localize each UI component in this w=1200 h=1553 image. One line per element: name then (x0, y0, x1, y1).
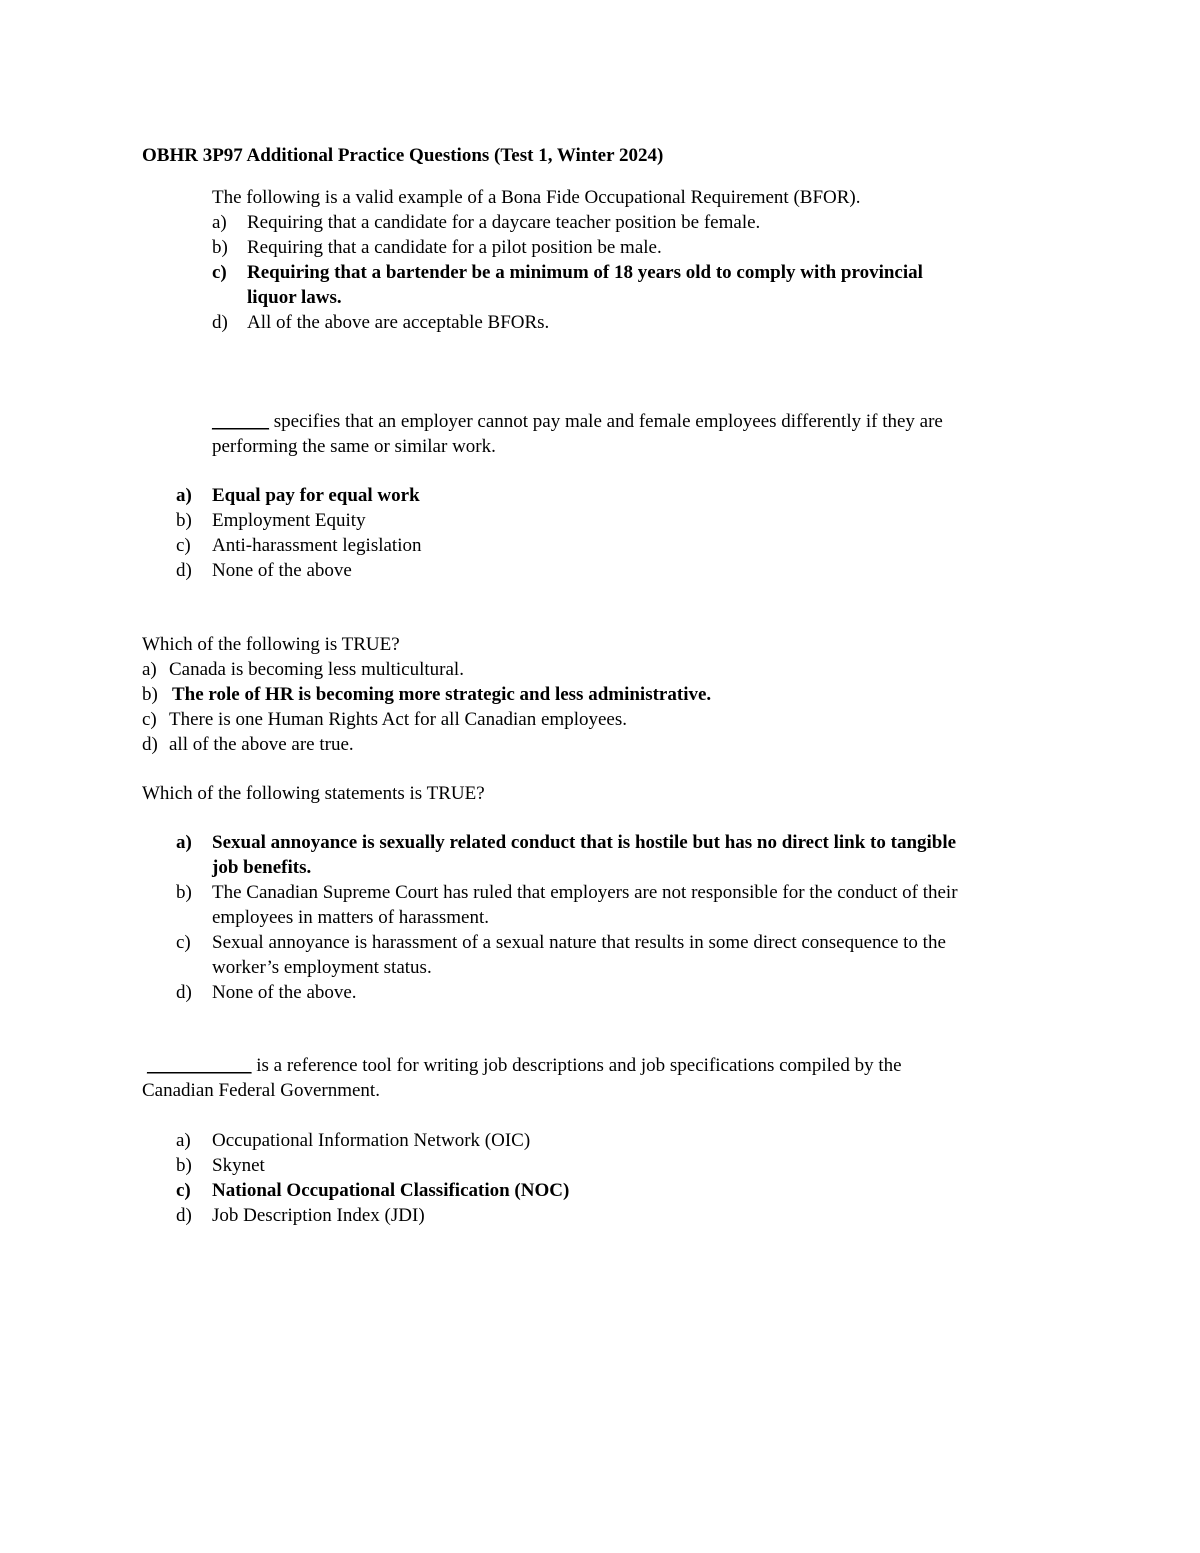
q1-option-d-letter: d) (212, 312, 228, 333)
q2-answer-blank: ______ (212, 411, 269, 432)
q1-option-b-letter: b) (212, 237, 228, 258)
q5-option-a-text: Occupational Information Network (OIC) (212, 1130, 531, 1151)
q4-option-a-text-line2: job benefits. (212, 857, 312, 878)
q1-option-c-letter: c) (212, 262, 227, 283)
question-2-stem-line2: performing the same or similar work. (212, 436, 496, 457)
q4-option-b-letter: b) (176, 882, 192, 903)
question-3-stem: Which of the following is TRUE? (142, 634, 400, 655)
q5-stem-text: is a reference tool for writing job descriptions and job specifications compiled by the (251, 1055, 902, 1076)
q3-option-a-letter: a) (142, 659, 157, 680)
q5-option-b-text: Skynet (212, 1155, 265, 1176)
q3-option-d-text: all of the above are true. (169, 734, 354, 755)
question-1-stem: The following is a valid example of a Bona Fide Occupational Requirement (BFOR). (212, 187, 861, 208)
q2-option-a-text: Equal pay for equal work (212, 485, 420, 506)
q3-option-c-letter: c) (142, 709, 157, 730)
q2-stem-text: specifies that an employer cannot pay male and female employees differently if they are (269, 411, 943, 432)
q4-option-b-text-line2: employees in matters of harassment. (212, 907, 490, 928)
q3-option-a-text: Canada is becoming less multicultural. (169, 659, 464, 680)
q2-option-b-letter: b) (176, 510, 192, 531)
q1-option-b-text: Requiring that a candidate for a pilot position be male. (247, 237, 662, 258)
q4-option-a-letter: a) (176, 832, 192, 853)
q2-option-d-text: None of the above (212, 560, 352, 581)
q5-option-b-letter: b) (176, 1155, 192, 1176)
question-2-stem-line1 (212, 409, 943, 434)
q1-option-c-text-line1: Requiring that a bartender be a minimum of 18 years old to comply with provincial (247, 262, 923, 283)
q4-option-d-letter: d) (176, 982, 192, 1003)
q4-option-b-text-line1: The Canadian Supreme Court has ruled that employers are not responsible for the conduct of their (212, 882, 958, 903)
question-5-stem-line1 (147, 1053, 902, 1078)
q1-option-a-letter: a) (212, 212, 227, 233)
q5-option-c-text: National Occupational Classification (NOC) (212, 1180, 570, 1201)
q3-option-b-letter: b) (142, 684, 158, 705)
q2-option-c-text: Anti-harassment legislation (212, 535, 422, 556)
q4-option-a-text-line1: Sexual annoyance is sexually related conduct that is hostile but has no direct link to tangible (212, 832, 957, 853)
q5-option-d-text: Job Description Index (JDI) (212, 1205, 425, 1226)
q5-option-d-letter: d) (176, 1205, 192, 1226)
q1-option-c-text-line2: liquor laws. (247, 287, 342, 308)
q1-option-a-text: Requiring that a candidate for a daycare teacher position be female. (247, 212, 761, 233)
q5-option-c-letter: c) (176, 1180, 191, 1201)
q2-option-b-text: Employment Equity (212, 510, 366, 531)
q1-option-d-text: All of the above are acceptable BFORs. (247, 312, 550, 333)
q4-option-d-text: None of the above. (212, 982, 357, 1003)
q2-option-d-letter: d) (176, 560, 192, 581)
q4-option-c-text-line1: Sexual annoyance is harassment of a sexual nature that results in some direct consequence to the (212, 932, 946, 953)
q3-option-b-text: The role of HR is becoming more strategic and less administrative. (172, 684, 712, 705)
question-4-stem: Which of the following statements is TRUE? (142, 783, 485, 804)
q2-option-c-letter: c) (176, 535, 191, 556)
question-5-stem-line2: Canadian Federal Government. (142, 1080, 380, 1101)
q2-option-a-letter: a) (176, 485, 192, 506)
page-title: OBHR 3P97 Additional Practice Questions (Test 1, Winter 2024) (142, 145, 664, 166)
q3-option-d-letter: d) (142, 734, 158, 755)
q3-option-c-text: There is one Human Rights Act for all Canadian employees. (169, 709, 627, 730)
q5-answer-blank: ___________ (147, 1055, 252, 1076)
q5-option-a-letter: a) (176, 1130, 191, 1151)
q4-option-c-letter: c) (176, 932, 191, 953)
q4-option-c-text-line2: worker’s employment status. (212, 957, 432, 978)
